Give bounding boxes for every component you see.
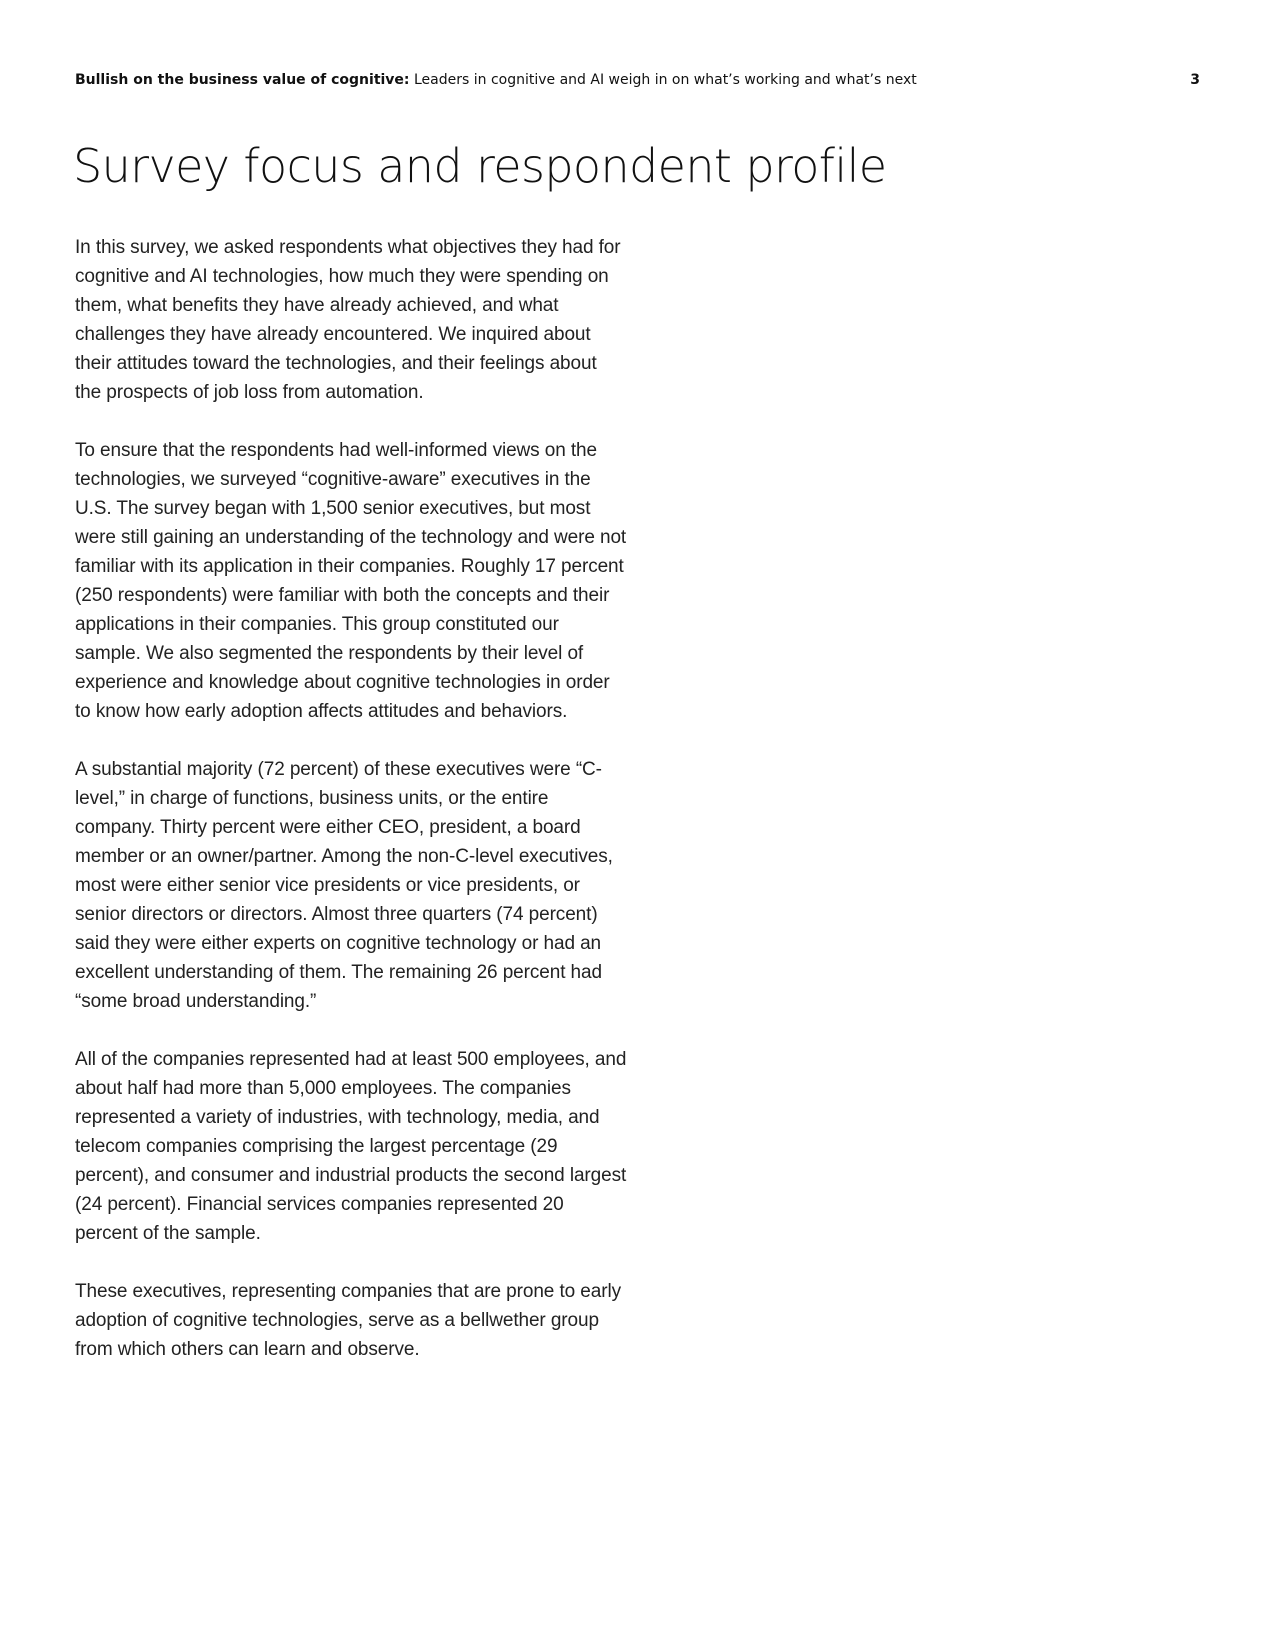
report-title-bold: Bullish on the business value of cognitive: (75, 72, 410, 88)
paragraph-companies: All of the companies represented had at least 500 employees, and about half had more than 5,000 employees. The companies represented a variety of industries, with technology, media, and telecom companies comprising the largest percentage (29 percent), and consumer and industrial products the second largest (24 percent). Financial services companies represented 20 percent of the sample. (75, 1049, 627, 1244)
page-title: Survey focus and respondent profile (73, 139, 887, 193)
paragraph-bellwether: These executives, representing companies that are prone to early adoption of cognitive technologies, serve as a bellwether group from which others can learn and observe. (75, 1281, 621, 1360)
running-header (75, 71, 1200, 89)
page-number: 3 (1190, 72, 1200, 88)
paragraph-objectives: In this survey, we asked respondents what objectives they had for cognitive and AI technologies, how much they were spending on them, what benefits they have already achieved, and what challenges they have already encountered. We inquired about their attitudes toward the technologies, and their feelings about the prospects of job loss from automation. (75, 237, 621, 403)
report-subtitle: Leaders in cognitive and AI weigh in on what’s working and what’s next (413, 72, 917, 88)
body-text (75, 233, 627, 1393)
paragraph-executives: A substantial majority (72 percent) of these executives were “C-level,” in charge of functions, business units, or the entire company. Thirty percent were either CEO, president, a board member or an owner/partner. Among the non-C-level executives, most were either senior vice presidents or vice presidents, or senior directors or directors. Almost three quarters (74 percent) said they were either experts on cognitive technology or had an excellent understanding of them. The remaining 26 percent had “some broad understanding.” (75, 759, 613, 1012)
paragraph-sample: To ensure that the respondents had well-informed views on the technologies, we surveyed “cognitive-aware” executives in the U.S. The survey began with 1,500 senior executives, but most were still gaining an understanding of the technology and were not familiar with its application in their companies. Roughly 17 percent (250 respondents) were familiar with both the concepts and their applications in their companies. This group constituted our sample. We also segmented the respondents by their level of experience and knowledge about cognitive technologies in order to know how early adoption affects attitudes and behaviors. (75, 440, 627, 722)
